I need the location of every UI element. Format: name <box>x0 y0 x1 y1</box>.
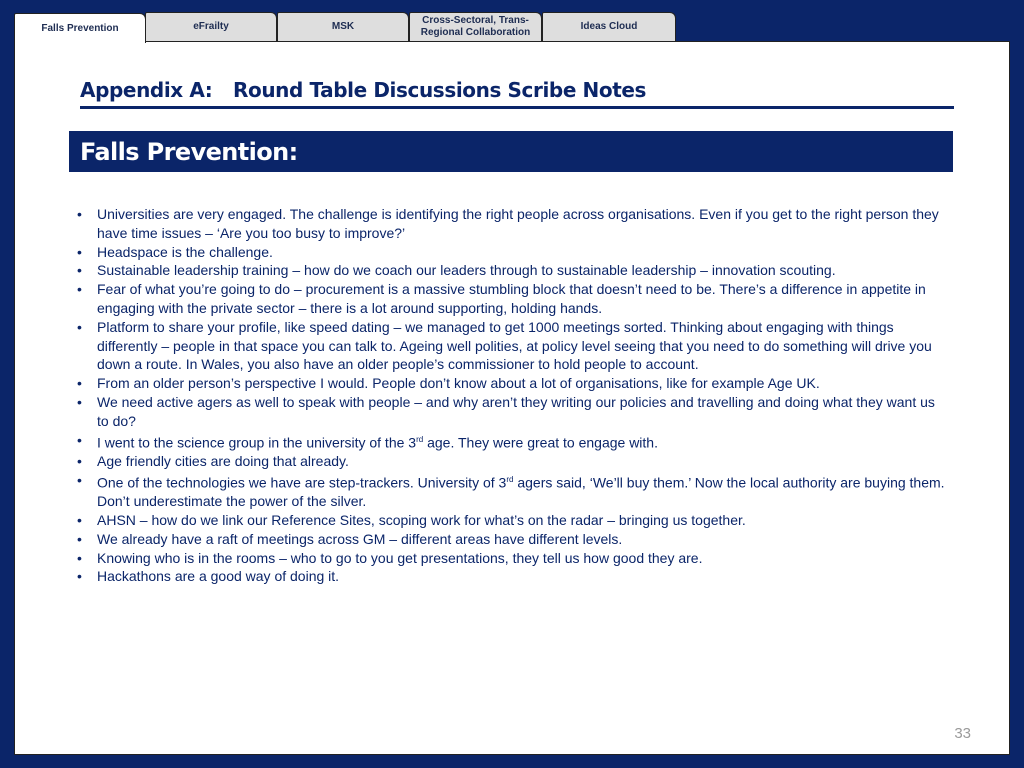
tab-ideas-cloud[interactable] <box>542 12 676 41</box>
note-text: We need active agers as well to speak with people – and why aren’t they writing our policies and travelling and doing what they want us to do? <box>97 393 935 429</box>
list-item <box>77 471 947 511</box>
tab-label: eFrailty <box>193 21 229 32</box>
list-item <box>77 280 947 318</box>
list-item <box>77 431 947 452</box>
bullet-icon: • <box>77 393 82 410</box>
page-heading <box>80 76 954 109</box>
note-text: Sustainable leadership training – how do we coach our leaders through to sustainable leadership – innovation scouting. <box>97 262 836 279</box>
ordinal-suffix: rd <box>506 474 514 484</box>
note-text: Headspace is the challenge. <box>97 243 273 260</box>
bullet-icon: • <box>77 512 82 529</box>
bullet-icon: • <box>77 530 82 547</box>
ordinal-suffix: rd <box>416 434 424 444</box>
note-text: AHSN – how do we link our Reference Sites, scoping work for what’s on the radar – bringing us together. <box>97 512 746 529</box>
bullet-icon: • <box>77 281 82 298</box>
note-text: From an older person’s perspective I would. People don’t know about a lot of organisations, like for example Age UK. <box>97 375 820 392</box>
tab-bar <box>0 0 1024 42</box>
tab-label: MSK <box>331 21 355 32</box>
note-text: Fear of what you’re going to do – procurement is a massive stumbling block that doesn’t need to be. There’s a difference in appetite in engaging with the private sector – there is a lot around supporting, holding hands. <box>97 281 926 316</box>
bullet-icon: • <box>77 243 82 260</box>
note-text: Hackathons are a good way of doing it. <box>97 568 340 585</box>
list-item <box>77 261 947 280</box>
list-item <box>77 243 947 262</box>
note-text: Knowing who is in the rooms – who to go to you get presentations, they tell us how good they are. <box>97 549 703 566</box>
note-text: Platform to share your profile, like speed dating – we managed to get 1000 meetings sorted. Thinking about engaging with things differently – people in that space you can talk to. Ageing well polities, at policy level seeing that you need to do something will drive you down a route. In Wales, you also have an older people’s commissioner to hold people to account. <box>97 318 932 373</box>
slide-page <box>14 41 1010 755</box>
heading-prefix: Appendix A: <box>80 78 213 102</box>
tab-efrailty[interactable] <box>145 12 277 41</box>
bullet-icon: • <box>77 206 82 222</box>
bullet-icon: • <box>77 431 82 448</box>
tab-falls-prevention[interactable] <box>14 13 146 43</box>
section-banner <box>69 131 953 172</box>
bullet-icon: • <box>77 549 82 566</box>
tab-cross-sectoral-collaboration[interactable] <box>409 12 542 41</box>
list-item <box>77 393 947 431</box>
list-item <box>77 205 947 243</box>
note-text: One of the technologies we have are step-trackers. University of 3 <box>97 474 507 491</box>
note-text: agers said, ‘We’ll buy them.’ Now the local authority are buying them. Don’t underestimate the power of the silver. <box>97 474 945 510</box>
list-item <box>77 318 947 374</box>
tab-msk[interactable] <box>277 12 409 41</box>
list-item <box>77 530 947 549</box>
note-text: age. They were great to engage with. <box>423 434 658 451</box>
list-item <box>77 511 947 530</box>
list-item <box>77 452 947 471</box>
list-item <box>77 549 947 568</box>
tab-label: Cross-Sectoral, Trans- Regional Collaboration <box>420 15 531 38</box>
bullet-icon: • <box>77 453 82 470</box>
bullet-icon: • <box>77 568 82 585</box>
bullet-icon: • <box>77 375 82 392</box>
note-text: Universities are very engaged. The challenge is identifying the right people across organisations. Even if you get to the right person they have time issues – ‘Are you too busy to improve?’ <box>97 206 939 241</box>
tab-label: Ideas Cloud <box>580 21 638 32</box>
page-title: Round Table Discussions Scribe Notes <box>233 78 647 102</box>
note-text: We already have a raft of meetings across GM – different areas have different levels. <box>97 530 623 547</box>
note-text: Age friendly cities are doing that already. <box>97 453 349 470</box>
notes-list <box>77 205 947 586</box>
bullet-icon: • <box>77 318 82 335</box>
list-item <box>77 567 947 586</box>
tab-label: Falls Prevention <box>41 22 119 34</box>
note-text: I went to the science group in the university of the 3 <box>97 434 417 451</box>
bullet-icon: • <box>77 262 82 279</box>
list-item <box>77 374 947 393</box>
bullet-icon: • <box>77 471 82 488</box>
page-number: 33 <box>954 725 971 742</box>
section-title: Falls Prevention: <box>80 137 298 166</box>
